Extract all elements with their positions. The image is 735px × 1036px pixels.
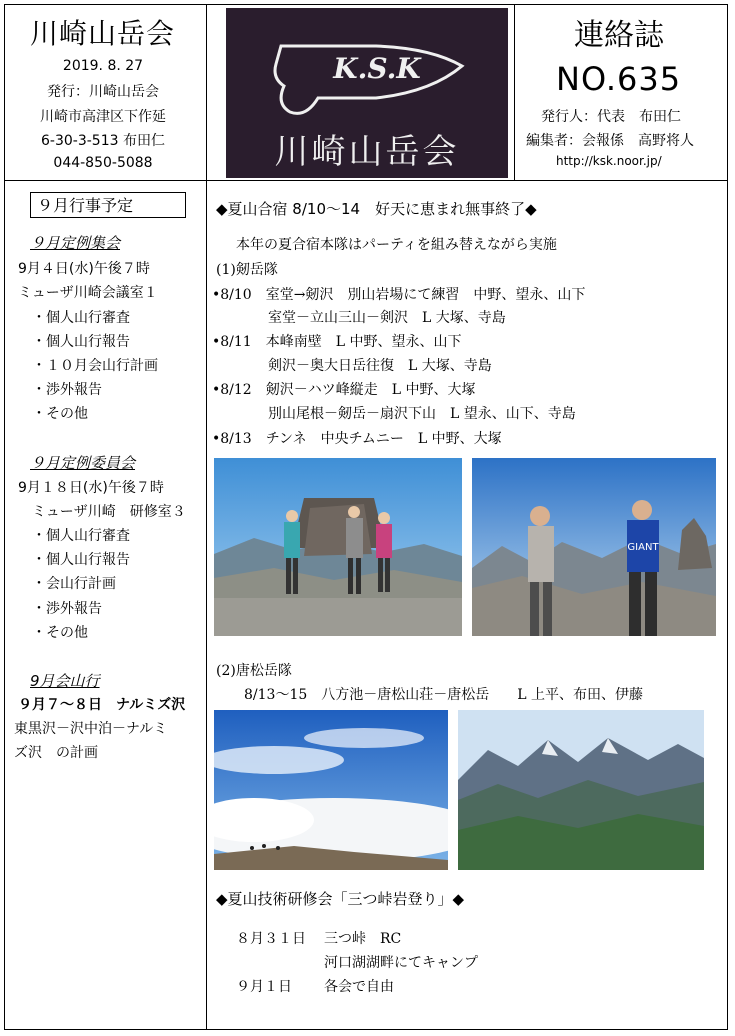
issue-date: 2019. 8. 27: [62, 58, 144, 74]
header-divider-right: [514, 4, 515, 180]
sec2-title: ９月定例委員会: [30, 454, 136, 472]
sec1-line: ミューザ川崎会議室１: [18, 285, 158, 301]
schedule-box-title: ９月行事予定: [30, 192, 186, 218]
section-heading-training: ◆夏山技術研修会「三つ峠岩登り」◆: [216, 890, 465, 908]
sec1-title: ９月定例集会: [30, 234, 121, 252]
photo-summit-group: [214, 458, 462, 636]
intro-text: 本年の夏合宿本隊はパーティを組み替えながら実施: [236, 237, 557, 253]
sec1-line: ・個人山行報告: [32, 334, 130, 350]
schedule-line: 室堂－立山三山－剣沢 L 大塚、寺島: [268, 310, 506, 326]
logo-initials: K.S.K: [333, 52, 421, 85]
sec2-line: ・渉外報告: [32, 601, 102, 617]
photo-two-climbers: [472, 458, 716, 636]
sec2-line: 9月１８日(水)午後７時: [18, 480, 164, 496]
header-divider-left: [206, 4, 207, 1030]
website-url[interactable]: http://ksk.noor.jp/: [556, 154, 662, 168]
party2-line: 8/13～15 八方池－唐松山荘－唐松岳 L 上平、布田、伊藤: [244, 687, 643, 703]
address-line-2: 6-30-3-513 布田仁: [41, 133, 165, 149]
phone-number: 044-850-5088: [53, 155, 153, 171]
sec1-line: 9月４日(水)午後７時: [18, 261, 150, 277]
issue-number: NO.635: [556, 60, 682, 98]
editor-line-1: 発行人：代表 布田仁: [541, 109, 681, 125]
org-name: 川崎山岳会: [30, 17, 176, 50]
training-date-3: ９月１日: [236, 979, 292, 995]
sec1-line: ・その他: [32, 406, 88, 422]
logo-name: 川崎山岳会: [274, 132, 460, 172]
sec3-title: 9月会山行: [30, 672, 100, 690]
sec2-line: ・個人山行審査: [32, 528, 130, 544]
header-bottom-rule: [4, 180, 728, 181]
sec3-date: ９月７～８日 ナルミズ沢: [18, 697, 186, 713]
address-line-1: 川崎市高津区下作延: [40, 109, 166, 125]
publisher: 発行：川崎山岳会: [47, 84, 159, 100]
schedule-line: 別山尾根－剱岳－扇沢下山 L 望永、山下、寺島: [268, 406, 576, 422]
party1-title: (1)剱岳隊: [216, 262, 278, 278]
sec2-line: ミューザ川崎 研修室３: [18, 504, 186, 520]
doc-title: 連絡誌: [574, 18, 664, 53]
schedule-line: 剣沢－奥大日岳往復 L 大塚、寺島: [268, 358, 492, 374]
sec2-line: ・個人山行報告: [32, 552, 130, 568]
club-logo: [226, 8, 508, 178]
sec1-line: ・１０月会山行計画: [32, 358, 158, 374]
photo-sea-of-clouds: [214, 710, 448, 870]
shirt-text: GIANT: [627, 542, 659, 553]
sec1-line: ・個人山行審査: [32, 310, 130, 326]
sec1-line: ・渉外報告: [32, 382, 102, 398]
sec2-line: ・会山行計画: [32, 576, 116, 592]
editor-line-2: 編集者：会報係 高野将人: [526, 133, 694, 149]
section-heading-summer-camp: ◆夏山合宿 8/10～14 好天に恵まれ無事終了◆: [216, 200, 537, 218]
photo-mountain-range: [458, 710, 704, 870]
training-date-1: ８月３１日: [236, 931, 306, 947]
training-text-2: 河口湖湖畔にてキャンプ: [324, 955, 478, 971]
schedule-line: •8/10 室堂→剱沢 別山岩場にて練習 中野、望永、山下: [212, 287, 586, 303]
sec2-line: ・その他: [32, 625, 88, 641]
sec3-desc-2: ズ沢 の計画: [14, 745, 98, 761]
training-text-1: 三つ峠 RC: [324, 931, 402, 947]
schedule-line: •8/13 チンネ 中央チムニー L 中野、大塚: [212, 431, 502, 447]
training-text-3: 各会で自由: [324, 979, 394, 995]
sec3-desc-1: 東黒沢－沢中泊－ナルミ: [14, 721, 168, 737]
schedule-line: •8/11 本峰南壁 L 中野、望永、山下: [212, 334, 462, 350]
party2-title: (2)唐松岳隊: [216, 663, 292, 679]
schedule-line: •8/12 剱沢－ハツ峰縦走 L 中野、大塚: [212, 382, 476, 398]
